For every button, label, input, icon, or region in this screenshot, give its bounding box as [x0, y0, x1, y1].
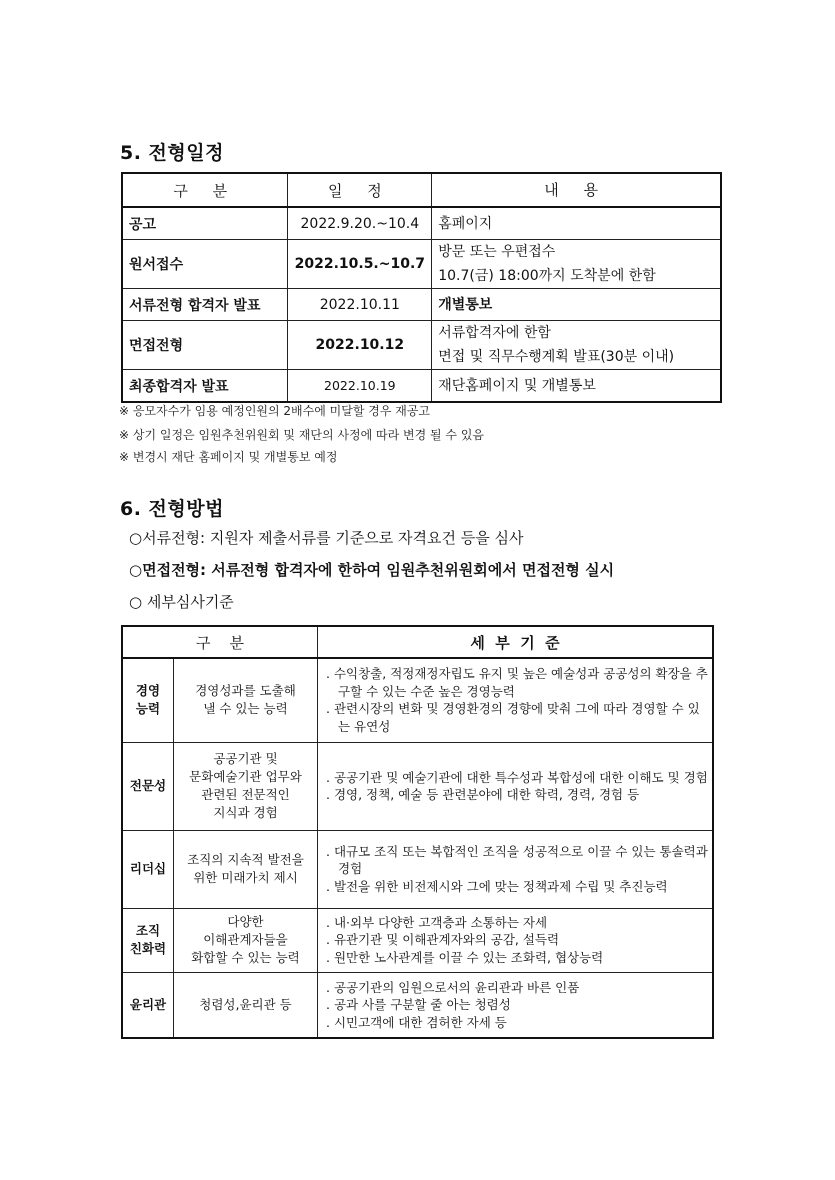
criteria-detail [318, 972, 714, 1038]
criteria-sub [174, 908, 318, 972]
criteria-detail-item: . 공공기관의 임원으로서의 윤리관과 바른 인품 [326, 979, 580, 995]
criteria-category-line: 친화력 [129, 941, 167, 956]
criteria-detail [318, 908, 714, 972]
table-row [122, 207, 721, 240]
criteria-detail-item: . 공과 사를 구분할 줄 아는 청렴성 [326, 997, 511, 1012]
schedule-content [432, 207, 721, 240]
schedule-category: 최종합격자 발표 [122, 370, 288, 403]
schedule-content-line: 재단홈페이지 및 개별통보 [438, 377, 596, 394]
criteria-detail-item: . 관련시장의 변화 및 경영환경의 경향에 맞춰 그에 따라 경영할 수 있는 유연성 [326, 701, 700, 734]
schedule-note: ※ 응모자수가 임용 예정인원의 2배수에 미달할 경우 재공고 [119, 404, 431, 418]
criteria-sub-line: 관련된 전문적인 [201, 787, 290, 802]
criteria-sub-line: 지식과 경험 [213, 805, 278, 820]
schedule-note: ※ 상기 일정은 임원추천위원회 및 재단의 사정에 따라 변경 될 수 있음 [119, 428, 485, 442]
criteria-category [122, 658, 174, 742]
schedule-category: 원서접수 [122, 240, 288, 289]
schedule-date: 2022.10.19 [288, 370, 432, 403]
criteria-category-line: 능력 [135, 701, 161, 717]
schedule-category: 면접전형 [122, 321, 288, 370]
schedule-header-category: 구 분 [122, 173, 288, 207]
criteria-detail [318, 742, 714, 830]
criteria-sub-line: 화합할 수 있는 능력 [191, 950, 300, 965]
criteria-sub-line: 조직의 지속적 발전을 [187, 852, 304, 867]
criteria-category-line: 조직 [135, 923, 161, 938]
criteria-sub-line: 문화예술기관 업무와 [189, 769, 302, 784]
criteria-category-line: 윤리관 [129, 996, 167, 1012]
table-row [122, 658, 713, 742]
criteria-detail [318, 658, 714, 742]
method-item: ○서류전형: 지원자 제출서류를 기준으로 자격요건 등을 심사 [129, 529, 524, 547]
criteria-sub [174, 830, 318, 908]
criteria-sub [174, 742, 318, 830]
method-item: ○면접전형: 서류전형 합격자에 한하여 임원추천위원회에서 면접전형 실시 [129, 561, 615, 579]
criteria-category-line: 경영 [135, 683, 161, 699]
criteria-sub-line: 위한 미래가치 제시 [193, 870, 298, 885]
schedule-date: 2022.10.11 [288, 289, 432, 321]
criteria-category [122, 742, 174, 830]
schedule-header-row [122, 173, 721, 207]
criteria-category [122, 830, 174, 908]
schedule-content-line: 방문 또는 우편접수 [438, 244, 556, 260]
criteria-category-line: 리더십 [129, 861, 167, 876]
criteria-detail-item: . 유관기관 및 이해관계자와의 공감, 설득력 [326, 932, 560, 948]
criteria-sub [174, 972, 318, 1038]
table-row [122, 972, 713, 1038]
criteria-header-row [122, 626, 713, 658]
schedule-content-line: 10.7(금) 18:00까지 도착분에 한함 [438, 268, 656, 284]
schedule-date: 2022.10.12 [288, 321, 432, 370]
criteria-detail-item: . 수익창출, 적정재정자립도 유지 및 높은 예술성과 공공성의 확장을 추구할 수 있는 수준 높은 경영능력 [326, 666, 708, 699]
criteria-table [121, 625, 714, 1039]
criteria-sub [174, 658, 318, 742]
table-row [122, 742, 713, 830]
criteria-header-category: 구 분 [122, 626, 318, 658]
schedule-date: 2022.9.20.~10.4 [288, 207, 432, 240]
schedule-category: 공고 [122, 207, 288, 240]
table-row [122, 321, 721, 370]
criteria-detail-item: . 공공기관 및 예술기관에 대한 특수성과 복합성에 대한 이해도 및 경험 [326, 769, 708, 785]
schedule-content [432, 370, 721, 403]
criteria-header-detail: 세 부 기 준 [318, 626, 714, 658]
schedule-note: ※ 변경시 재단 홈페이지 및 개별통보 예정 [119, 450, 338, 464]
table-row [122, 830, 713, 908]
criteria-detail [318, 830, 714, 908]
criteria-sub-line: 이해관계자들을 [203, 932, 288, 947]
schedule-content-line: 서류합격자에 한함 [438, 325, 551, 341]
schedule-content-line: 면접 및 직무수행계획 발표(30분 이내) [438, 349, 675, 365]
criteria-category-line: 전문성 [129, 778, 167, 793]
criteria-detail-item: . 경영, 정책, 예술 등 관련분야에 대한 학력, 경력, 경험 등 [326, 787, 640, 802]
criteria-sub-line: 낼 수 있는 능력 [203, 701, 288, 717]
schedule-category: 서류전형 합격자 발표 [122, 289, 288, 321]
schedule-content [432, 289, 721, 321]
criteria-detail-item: . 대규모 조직 또는 복합적인 조직을 성공적으로 이끌 수 있는 통솔력과 경험 [326, 843, 708, 877]
table-row [122, 240, 721, 289]
criteria-sub-line: 경영성과를 도출해 [195, 683, 296, 699]
schedule-content [432, 321, 721, 370]
method-item: ○ 세부심사기준 [129, 593, 234, 611]
schedule-header-date: 일 정 [288, 173, 432, 207]
schedule-table [121, 172, 722, 403]
criteria-detail-item: . 시민고객에 대한 겸허한 자세 등 [326, 1014, 507, 1030]
criteria-category [122, 908, 174, 972]
criteria-sub-line: 공공기관 및 [213, 751, 278, 766]
section6-title: 6. 전형방법 [120, 498, 224, 520]
schedule-header-content: 내 용 [432, 173, 721, 207]
criteria-detail-item: . 원만한 노사관계를 이끌 수 있는 조화력, 협상능력 [326, 949, 604, 965]
schedule-content [432, 240, 721, 289]
section5-title: 5. 전형일정 [120, 142, 224, 164]
criteria-category [122, 972, 174, 1038]
table-row [122, 908, 713, 972]
criteria-detail-item: . 내·외부 다양한 고객층과 소통하는 자세 [326, 914, 548, 930]
table-row [122, 289, 721, 321]
schedule-content-line: 개별통보 [438, 296, 493, 313]
schedule-content-line: 홈페이지 [438, 215, 493, 232]
criteria-detail-item: . 발전을 위한 비전제시와 그에 맞는 정책과제 수립 및 추진능력 [326, 878, 668, 894]
schedule-date: 2022.10.5.~10.7 [288, 240, 432, 289]
criteria-sub-line: 청렴성,윤리관 등 [199, 996, 292, 1012]
table-row [122, 370, 721, 403]
criteria-sub-line: 다양한 [227, 914, 264, 929]
